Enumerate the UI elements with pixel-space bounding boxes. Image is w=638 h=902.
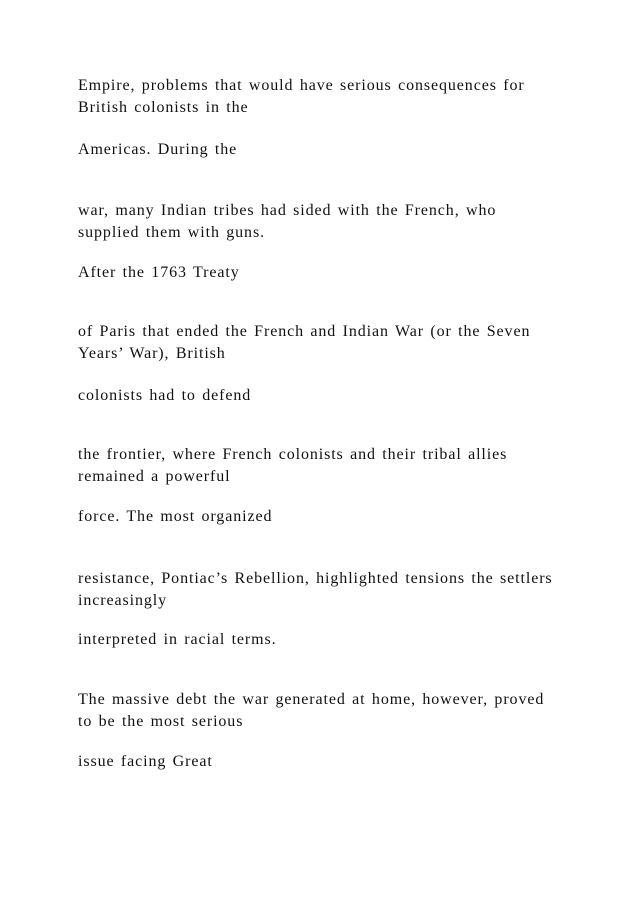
paragraph: resistance, Pontiac’s Rebellion, highlighted tensions the settlers increasingly [78,570,553,609]
paragraph: force. The most organized [78,508,273,525]
paragraph: After the 1763 Treaty [78,264,240,281]
paragraph: war, many Indian tribes had sided with the French, who supplied them with guns. [78,202,497,241]
paragraph: Americas. During the [78,141,238,158]
paragraph: The massive debt the war generated at home, however, proved to be the most serious [78,691,545,730]
paragraph: the frontier, where French colonists and their tribal allies remained a powerful [78,446,508,485]
paragraph: of Paris that ended the French and Indian War (or the Seven Years’ War), British [78,323,531,362]
paragraph: issue facing Great [78,753,213,770]
paragraph: Empire, problems that would have serious consequences for British colonists in the [78,77,525,116]
paragraph: colonists had to defend [78,387,252,404]
paragraph: interpreted in racial terms. [78,631,277,648]
